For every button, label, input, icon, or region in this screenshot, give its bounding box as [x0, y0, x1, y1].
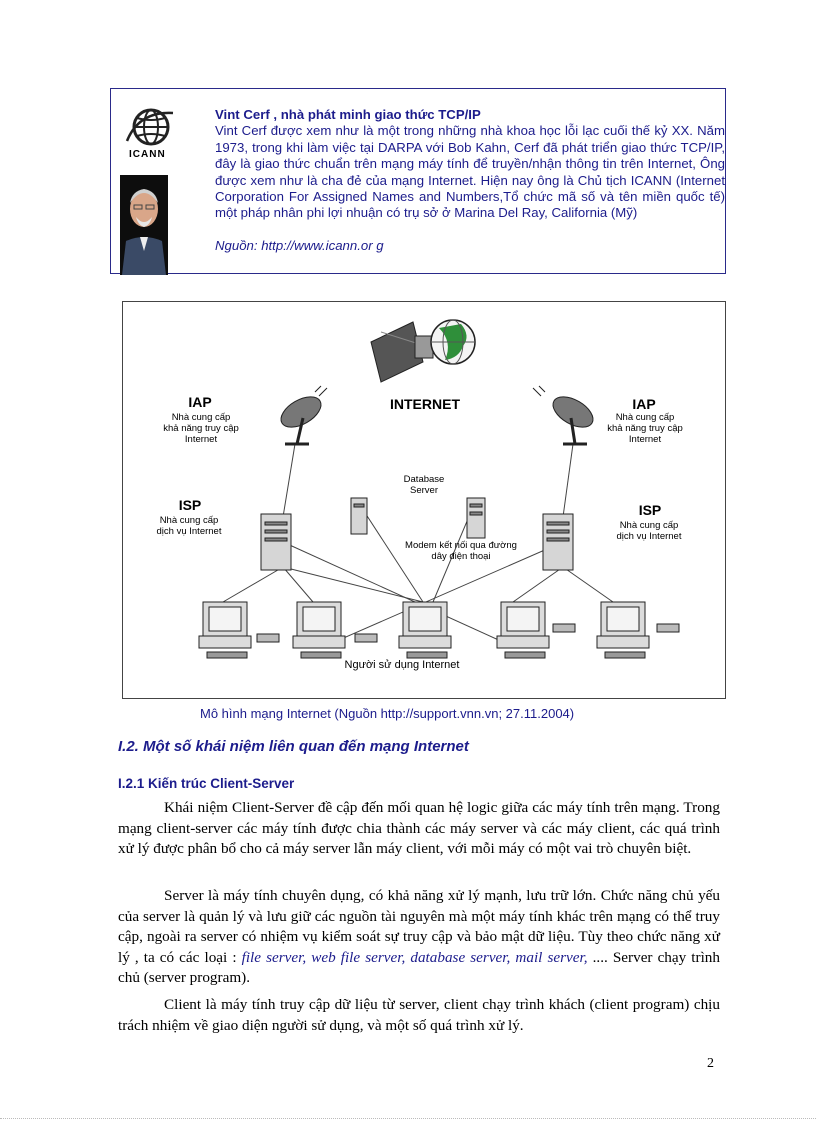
paragraph-server-end: .... Server chạy trình chủ (server program). — [118, 948, 720, 987]
satellite-dish-right-icon — [533, 386, 598, 444]
bio-text — [215, 107, 725, 254]
user-computer-1-icon — [199, 602, 251, 658]
user-computer-5-icon — [597, 602, 649, 658]
isp-left-title: ISP — [178, 497, 202, 513]
iap-left-desc: Nhà cung cấp khả năng truy cập Internet — [163, 412, 239, 445]
user-computer-4-icon — [497, 602, 549, 658]
isp-server-left-icon — [261, 514, 291, 570]
isp-right-desc: Nhà cung cấp dịch vụ Internet — [616, 520, 682, 542]
server-types: file server, web file server, database server, mail server, — [241, 948, 588, 966]
page-number: 2 — [707, 1056, 714, 1071]
iap-right-desc: Nhà cung cấp khả năng truy cập Internet — [607, 412, 683, 445]
paragraph-client-server: Khái niệm Client-Server đề cập đến mối quan hệ logic giữa các máy tính trên mạng. Trong mạng client-server các máy tính được chia thành các máy server và các máy client, các quá trình xử lý được phân bổ cho cả máy server lẫn máy client, với mỗi máy có một vai trò chuyên biệt. — [118, 799, 720, 858]
iap-right-title: IAP — [632, 396, 656, 412]
icann-globe-icon — [123, 105, 179, 171]
bio-title: Vint Cerf , nhà phát minh giao thức TCP/IP — [215, 107, 481, 122]
internet-label: INTERNET — [390, 396, 460, 412]
page-bottom-divider — [0, 1118, 816, 1119]
isp-right-title: ISP — [638, 502, 662, 518]
paragraph-server-start: Server là máy tính chuyên dụng, có khả năng xử lý mạnh, lưu trữ lớn. Chức năng chủ yếu của server là quản lý và lưu giữ các nguồn tài nguyên mà một máy tính khác trên mạng có thể truy cập, ngoài ra server có nhiệm vụ kiểm soát sự truy cập và bảo mật dữ liệu. Tùy theo chức năng xử lý , ta có các loại : — [118, 887, 720, 966]
satellite-icon — [371, 322, 433, 382]
database-server-icon — [467, 498, 485, 538]
user-computer-3-icon — [399, 602, 451, 658]
iap-left-title: IAP — [188, 394, 212, 410]
icann-logo-text: ICANN — [129, 149, 166, 160]
diagram-drawing — [123, 302, 725, 698]
user-computer-2-icon — [293, 602, 345, 658]
users-label: Người sử dụng Internet — [344, 659, 460, 671]
modem-label: Modem kết nối qua đường dây điện thoại — [405, 540, 517, 562]
isp-server-right-icon — [543, 514, 573, 570]
section-heading: I.2. Một số khái niệm liên quan đến mạng Internet — [118, 738, 469, 755]
paragraph-server — [118, 886, 720, 989]
paragraph-client: Client là máy tính truy cập dữ liệu từ server, client chạy trình khách (client program) chịu trách nhiệm về giao diện người sử dụng, và một số quá trình xử lý. — [118, 996, 720, 1034]
subsection-heading: I.2.1 Kiến trúc Client-Server — [118, 776, 295, 791]
figure-caption: Mô hình mạng Internet (Nguồn http://support.vnn.vn; 27.11.2004) — [200, 706, 575, 721]
satellite-dish-left-icon — [276, 386, 327, 444]
internet-network-diagram — [122, 301, 726, 699]
bio-source: Nguồn: http://www.icann.or g — [215, 237, 384, 253]
globe-icon — [431, 320, 475, 364]
bio-box — [110, 88, 726, 274]
database-server-label: Database Server — [403, 474, 445, 496]
vint-cerf-portrait — [120, 175, 168, 275]
isp-left-desc: Nhà cung cấp dịch vụ Internet — [156, 515, 222, 537]
bio-body: Vint Cerf được xem như là một trong những nhà khoa học lỗi lạc cuối thế kỷ XX. Năm 1973, trong khi làm việc tại DARPA với Bob Kahn, Cerf đã phát triển giao thức TCP/IP, đây là giao thức chuẩn trên mạng máy tính để truyền/nhận thông tin trên Internet, Ông được xem như là cha đẻ của mạng Internet. Hiện nay ông là Chủ tịch ICANN (Internet Corporation For Assigned Names and Numbers,Tổ chức mã số và tên miền quốc tế) một pháp nhân phi lợi nhuận có trụ sở ở Marina Del Ray, California (Mỹ) — [215, 123, 725, 221]
server-tower-left-icon — [351, 498, 367, 534]
